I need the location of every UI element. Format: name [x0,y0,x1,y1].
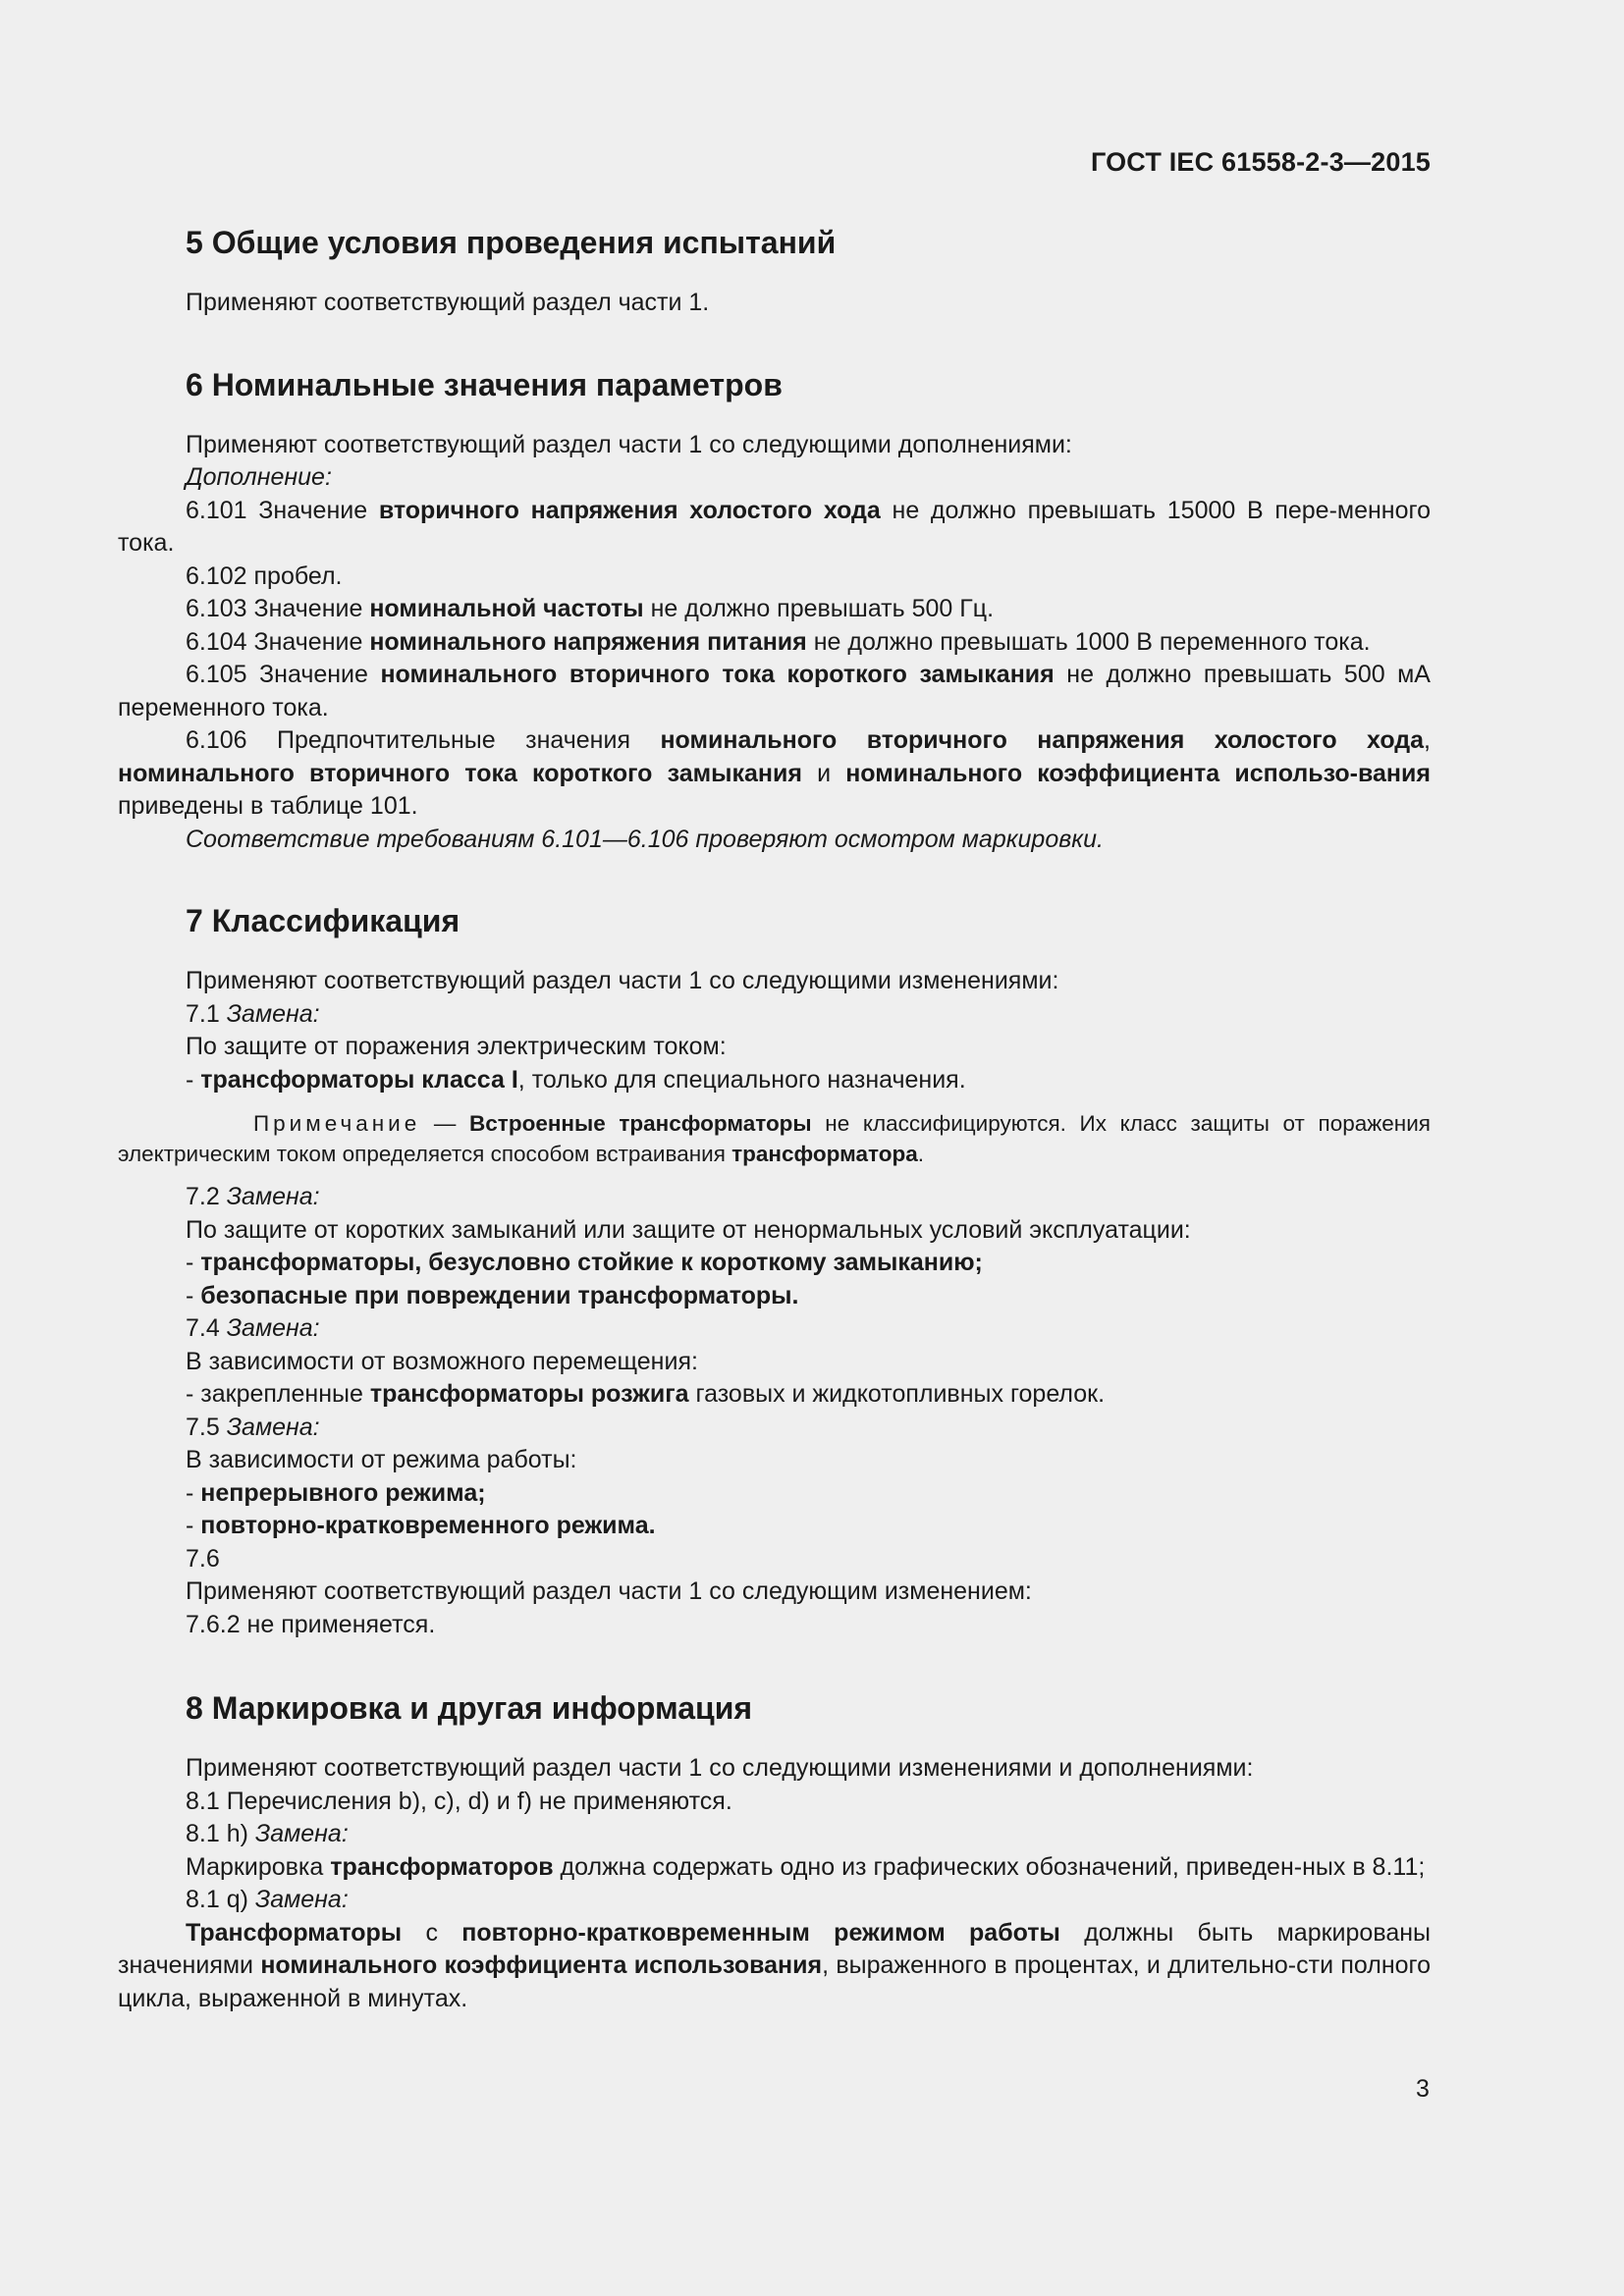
note: Примечание — Встроенные трансформаторы не классифицируются. Их класс защиты от поражения электрическим током определяется способом встраивания трансформатора. [118,1111,1431,1166]
clause-6-106: 6.106 Предпочтительные значения номинального вторичного напряжения холостого хода, номинального вторичного тока короткого замыкания и номинального коэффициента использо-вания приведены в таблице 101. [118,726,1431,820]
clause-7-5-text: В зависимости от режима работы: [186,1446,577,1473]
section-8-intro: Применяют соответствующий раздел части 1 со следующими изменениями и дополнениями: [186,1754,1254,1782]
section-5-text: Применяют соответствующий раздел части 1. [186,289,710,316]
clause-6-105: 6.105 Значение номинального вторичного тока короткого замыкания не должно превышать 500 мА переменного тока. [118,661,1431,721]
clause-7-6-text: Применяют соответствующий раздел части 1 со следующим изменением: [186,1577,1032,1605]
clause-7-6: 7.6 [186,1544,220,1573]
clause-8-1: 8.1 Перечисления b), c), d) и f) не применяются. [186,1787,732,1815]
list-item: - закрепленные трансформаторы розжига газовых и жидкотопливных горелок. [186,1380,1106,1408]
list-item: - трансформаторы класса I, только для специального назначения. [186,1065,966,1094]
clause-7-4-text: В зависимости от возможного перемещения: [186,1347,698,1375]
section-6-intro: Применяют соответствующий раздел части 1 со следующими дополнениями: [186,430,1072,458]
clause-7-2-text: По защите от коротких замыканий или защите от ненормальных условий эксплуатации: [186,1215,1191,1244]
clause-8-1-h: 8.1 h) Замена: [186,1820,349,1847]
section-8-heading: 8 Маркировка и другая информация [186,1690,753,1726]
supplement-label: Дополнение: [186,463,332,491]
page-number: 3 [1416,2075,1430,2103]
clause-6-102: 6.102 пробел. [186,561,343,590]
clause-7-4: 7.4 Замена: [186,1314,320,1342]
section-6-heading: 6 Номинальные значения параметров [186,366,783,402]
clause-7-5: 7.5 Замена: [186,1413,320,1441]
clause-8-1-q: 8.1 q) Замена: [186,1886,349,1913]
clause-7-1-text: По защите от поражения электрическим током: [186,1033,727,1060]
clause-8-1-h-text: Маркировка трансформаторов должна содержать одно из графических обозначений, приведен-ных в 8.11; [186,1852,1426,1881]
list-item: - трансформаторы, безусловно стойкие к короткому замыканию; [186,1249,983,1276]
clause-6-104: 6.104 Значение номинального напряжения питания не должно превышать 1000 В переменного тока. [186,627,1371,656]
document-number: ГОСТ IEC 61558-2-3—2015 [1090,147,1431,177]
document-body [118,221,1431,2015]
list-item: - непрерывного режима; [186,1478,486,1507]
clause-8-1-q-text: Трансформаторы с повторно-кратковременным режимом работы должны быть маркированы значениями номинального коэффициента использования, выраженного в процентах, и длительно-сти полного цикла, выраженной в минутах. [118,1918,1432,2012]
clause-7-6-2: 7.6.2 не применяется. [186,1610,436,1638]
compliance-note: Соответствие требованиям 6.101—6.106 проверяют осмотром маркировки. [186,825,1104,853]
list-item: - повторно-кратковременного режима. [186,1512,656,1539]
clause-7-2: 7.2 Замена: [186,1183,320,1210]
list-item: - безопасные при повреждении трансформаторы. [186,1281,799,1309]
clause-6-101: 6.101 Значение вторичного напряжения холостого хода не должно превышать 15000 В пере-менного тока. [118,496,1431,557]
section-7-intro: Применяют соответствующий раздел части 1 со следующими изменениями: [186,967,1059,994]
note-label: Примечание [253,1111,421,1136]
section-7-heading: 7 Классификация [186,903,460,938]
clause-6-103: 6.103 Значение номинальной частоты не должно превышать 500 Гц. [186,595,995,622]
section-5-heading: 5 Общие условия проведения испытаний [186,225,837,260]
clause-7-1: 7.1 Замена: [186,999,320,1028]
